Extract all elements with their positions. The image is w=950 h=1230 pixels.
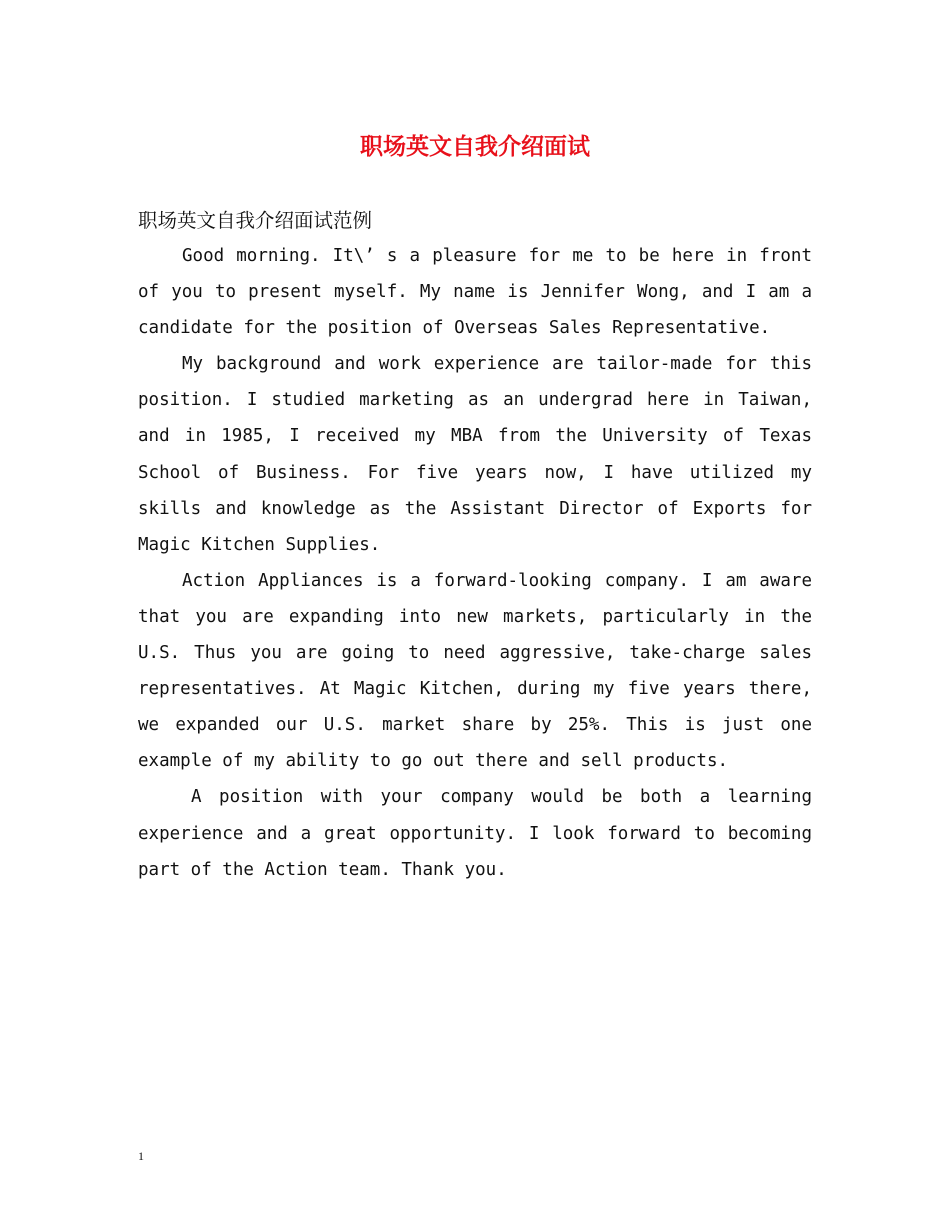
page-number: 1	[138, 1149, 144, 1163]
paragraph-background: My background and work experience are tailor-made for this position. I studied marketing as an undergrad here in Taiwan, and in 1985, I received my MBA from the University of Texas School of Business. For five years now, I have utilized my skills and knowledge as the Assistant Director of Exports for Magic Kitchen Supplies.	[138, 354, 812, 555]
paragraph-closing: A position with your company would be both a learning experience and a great opportunity. I look forward to becoming part of the Action team. Thank you.	[138, 787, 812, 880]
page-title: 职场英文自我介绍面试	[360, 133, 590, 160]
document-subtitle: 职场英文自我介绍面试范例	[138, 209, 373, 232]
paragraph-greeting: Good morning. It\’ s a pleasure for me to be here in front of you to present myself. My name is Jennifer Wong, and I am a candidate for the position of Overseas Sales Representative.	[138, 246, 812, 339]
document-body	[138, 238, 812, 888]
paragraph-company: Action Appliances is a forward-looking company. I am aware that you are expanding into new markets, particularly in the U.S. Thus you are going to need aggressive, take-charge sales representatives. At Magic Kitchen, during my five years there, we expanded our U.S. market share by 25%. This is just one example of my ability to go out there and sell products.	[138, 570, 812, 772]
